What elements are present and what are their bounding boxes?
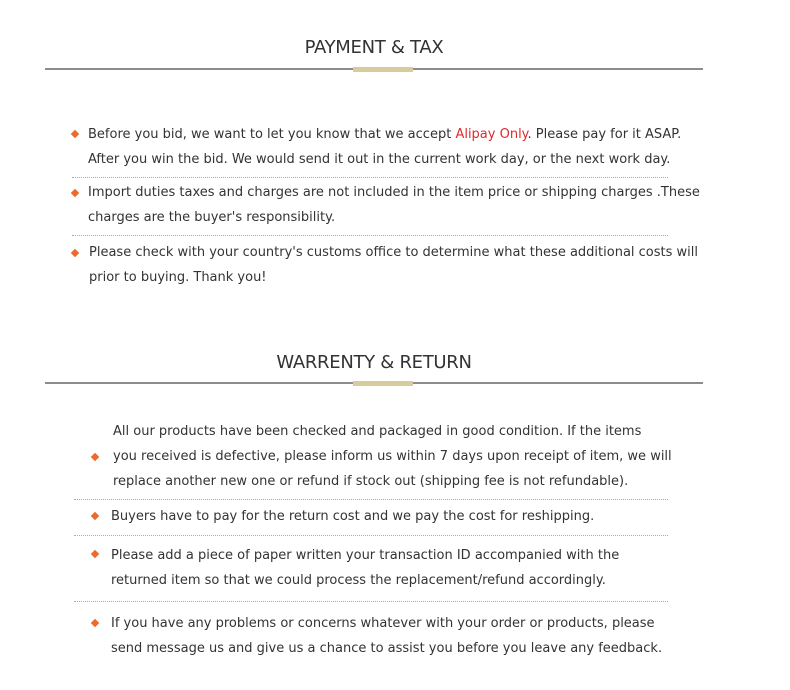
warranty-item-2-line-1: Buyers have to pay for the return cost and we pay the cost for reshipping. [111,509,595,524]
diamond-bullet-icon [91,619,99,627]
warranty-title-accent [353,381,413,386]
payment-item-3-line-1: Please check with your country's customs office to determine what these additional costs will [89,245,698,260]
divider [72,235,668,236]
diamond-bullet-icon [71,130,79,138]
warranty-item-1-line-2: you received is defective, please inform us within 7 days upon receipt of item, we will [113,449,672,464]
divider [72,177,668,178]
alipay-highlight: Alipay Only [455,127,528,142]
payment-title: PAYMENT & TAX [304,37,444,58]
diamond-bullet-icon [91,453,99,461]
diamond-bullet-icon [91,550,99,558]
diamond-bullet-icon [71,189,79,197]
warranty-item-4-line-2: send message us and give us a chance to assist you before you leave any feedback. [111,641,663,656]
payment-item-2-line-1: Import duties taxes and charges are not included in the item price or shipping charges .These [88,185,700,200]
warranty-item-4-line-1: If you have any problems or concerns whatever with your order or products, please [111,616,655,631]
payment-item-2-line-2: charges are the buyer's responsibility. [88,210,336,225]
warranty-item-3-line-2: returned item so that we could process the replacement/refund accordingly. [111,573,606,588]
payment-title-accent [353,67,413,72]
warranty-title: WARRENTY & RETURN [276,352,472,373]
diamond-bullet-icon [71,249,79,257]
divider [74,499,668,500]
payment-item-1-line-1: Before you bid, we want to let you know that we accept Alipay Only. Please pay for it ASAP. [88,127,682,142]
warranty-item-1-line-3: replace another new one or refund if stock out (shipping fee is not refundable). [113,474,629,489]
diamond-bullet-icon [91,512,99,520]
divider [74,535,668,536]
warranty-item-1-line-1: All our products have been checked and packaged in good condition. If the items [113,424,642,439]
divider [74,601,668,602]
payment-item-3-line-2: prior to buying. Thank you! [89,270,267,285]
payment-item-1-line-2: After you win the bid. We would send it out in the current work day, or the next work day. [88,152,671,167]
warranty-item-3-line-1: Please add a piece of paper written your transaction ID accompanied with the [111,548,620,563]
